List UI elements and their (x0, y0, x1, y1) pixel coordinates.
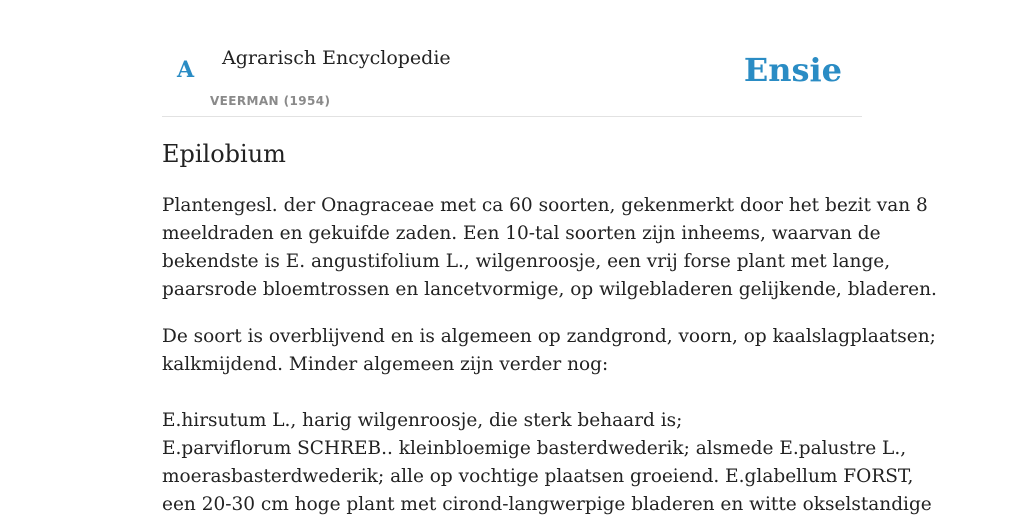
paragraph-line: kalkmijdend. Minder algemeen zijn verder nog: (162, 354, 609, 375)
article-paragraph (162, 407, 932, 519)
article-title: Epilobium (162, 140, 286, 168)
article-paragraph (162, 323, 936, 379)
paragraph-line: Plantengesl. der Onagraceae met ca 60 soorten, gekenmerkt door het bezit van 8 (162, 195, 928, 216)
page-container (162, 0, 937, 515)
header (162, 0, 862, 117)
article-paragraph (162, 192, 937, 304)
source-logo-letter[interactable]: A (177, 57, 195, 83)
paragraph-line: De soort is overblijvend en is algemeen op zandgrond, voorn, op kaalslagplaatsen; (162, 326, 936, 347)
paragraph-line: een 20-30 cm hoge plant met cirond-langwerpige bladeren en witte okselstandige (162, 494, 932, 515)
paragraph-line: meeldraden en gekuifde zaden. Een 10-tal soorten zijn inheems, waarvan de (162, 223, 881, 244)
paragraph-line: E.hirsutum L., harig wilgenroosje, die sterk behaard is; (162, 410, 683, 431)
brand-logo[interactable]: Ensie (743, 51, 842, 89)
paragraph-line: bekendste is E. angustifolium L., wilgenroosje, een vrij forse plant met lange, (162, 251, 891, 272)
source-title[interactable]: Agrarisch Encyclopedie (222, 47, 451, 69)
paragraph-line: E.parviflorum SCHREB.. kleinbloemige basterdwederik; alsmede E.palustre L., (162, 438, 907, 459)
paragraph-line: paarsrode bloemtrossen en lancetvormige, op wilgebladeren gelijkende, bladeren. (162, 279, 937, 300)
source-subtitle: VEERMAN (1954) (210, 94, 331, 108)
paragraph-line: moerasbasterdwederik; alle op vochtige plaatsen groeiend. E.glabellum FORST, (162, 466, 914, 487)
